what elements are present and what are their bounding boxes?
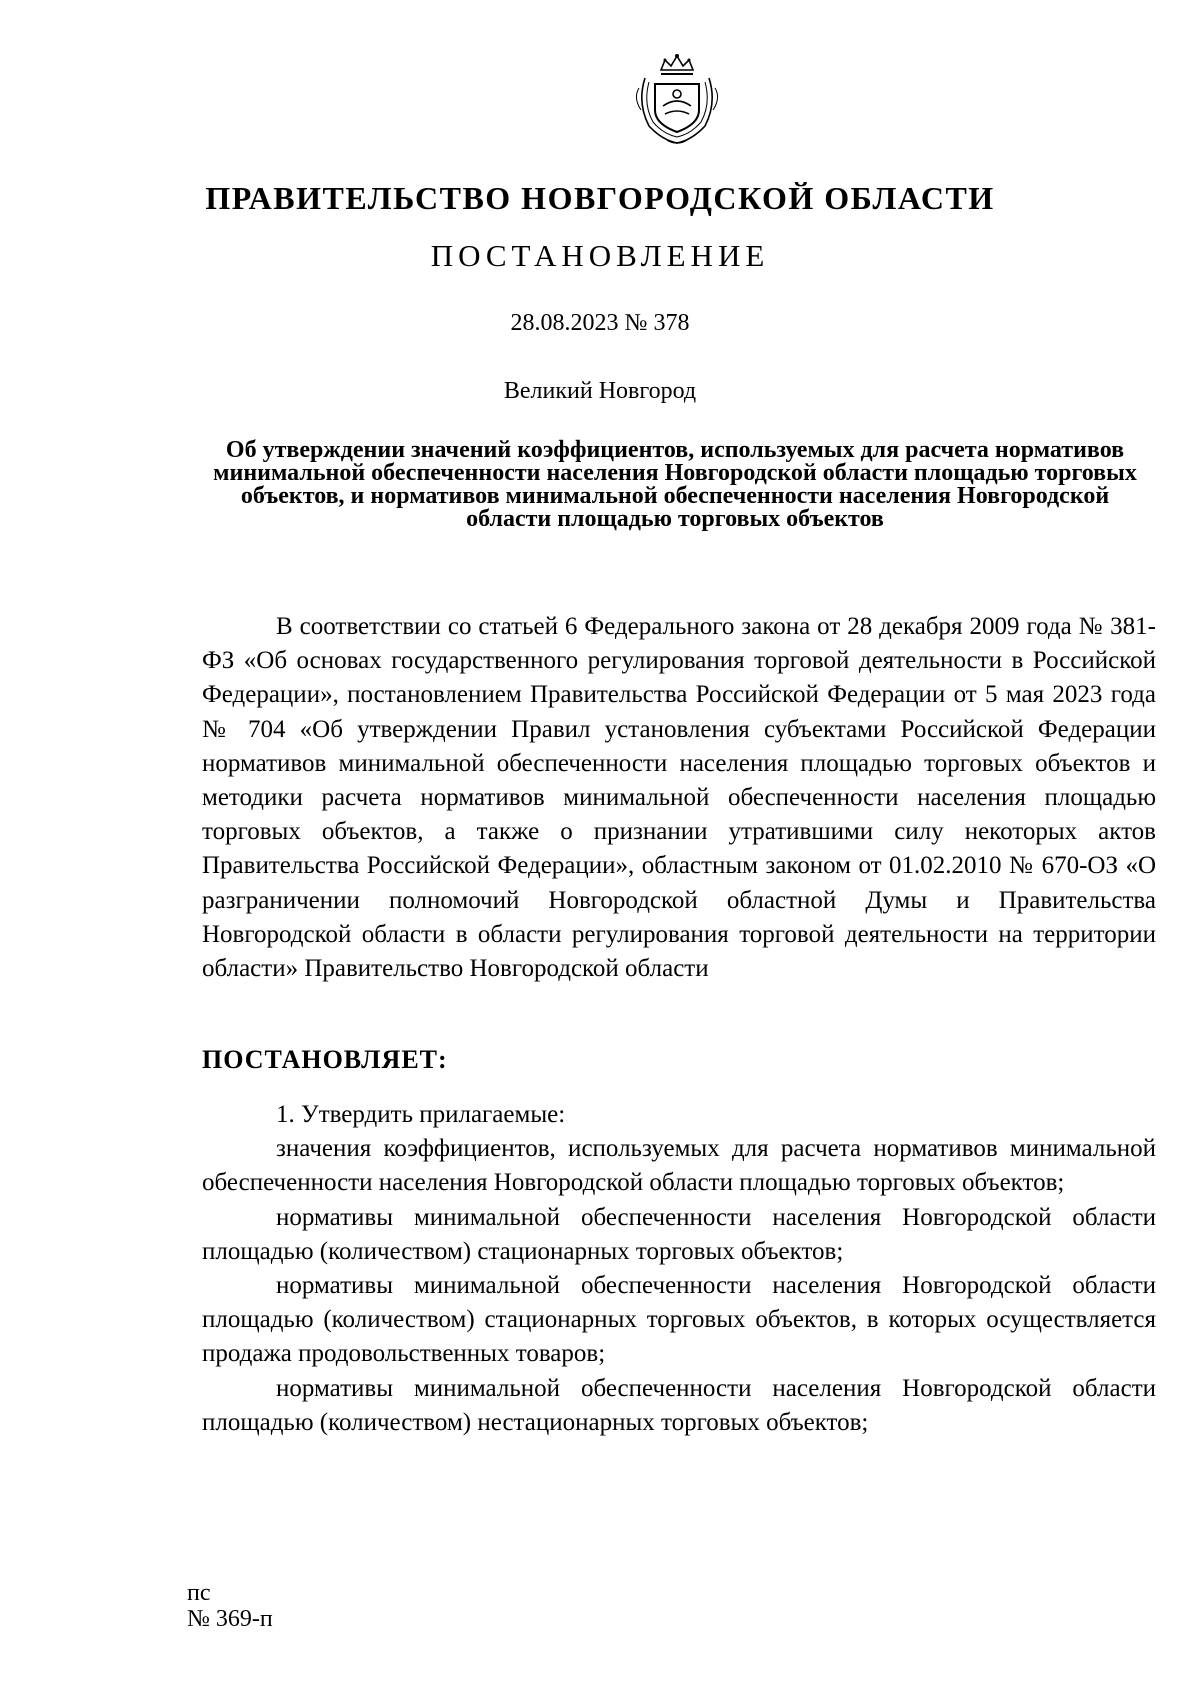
novgorod-coat-of-arms-icon bbox=[627, 48, 727, 148]
document-date-number: 28.08.2023 № 378 bbox=[510, 310, 690, 336]
list-item: значения коэффициентов, используемых для расчета нормативов минимальной обеспеченности населения Новгородской области площадью торговых объектов; bbox=[202, 1135, 1156, 1197]
footer-line-1: пс bbox=[187, 1580, 211, 1606]
document-subject: Об утверждении значений коэффициентов, используемых для расчета нормативов минимальной обеспеченности населения Новгородской области площадью торговых объектов, и нормативов минимальной обеспеченности населения Новгородской области площадью торговых объектов bbox=[213, 437, 1137, 532]
items-block bbox=[202, 1098, 1156, 1440]
item-1-heading: 1. Утвердить прилагаемые: bbox=[276, 1101, 566, 1128]
government-title: ПРАВИТЕЛЬСТВО НОВГОРОДСКОЙ ОБЛАСТИ bbox=[205, 180, 995, 216]
document-city: Великий Новгород bbox=[503, 378, 697, 404]
preamble-block bbox=[202, 610, 1156, 986]
list-item: нормативы минимальной обеспеченности населения Новгородской области площадью (количеством) стационарных торговых объектов, в которых осуществляется продажа продовольственных товаров; bbox=[202, 1272, 1156, 1368]
document-type: ПОСТАНОВЛЕНИЕ bbox=[430, 238, 770, 273]
preamble-paragraph: В соответствии со статьей 6 Федерального закона от 28 декабря 2009 года № 381-ФЗ «Об основах государственного регулирования торговой деятельности в Российской Федерации», постановлением Правительства Российской Федерации от 5 мая 2023 года № 704 «Об утверждении Правил установления субъектами Российской Федерации нормативов минимальной обеспеченности населения площадью торговых объектов и методики расчета нормативов минимальной обеспеченности населения площадью торговых объектов, а также о признании утратившими силу некоторых актов Правительства Российской Федерации», областным законом от 01.02.2010 № 670-ОЗ «О разграничении полномочий Новгородской областной Думы и Правительства Новгородской области в области регулирования торговой деятельности на территории области» Правительство Новгородской области bbox=[202, 613, 1156, 983]
footer-reference bbox=[187, 1580, 273, 1632]
decree-word: ПОСТАНОВЛЯЕТ: bbox=[202, 1045, 448, 1074]
list-item: нормативы минимальной обеспеченности населения Новгородской области площадью (количеством) стационарных торговых объектов; bbox=[202, 1203, 1156, 1265]
footer-line-2: № 369-п bbox=[187, 1606, 273, 1632]
list-item: нормативы минимальной обеспеченности населения Новгородской области площадью (количеством) нестационарных торговых объектов; bbox=[202, 1374, 1156, 1436]
